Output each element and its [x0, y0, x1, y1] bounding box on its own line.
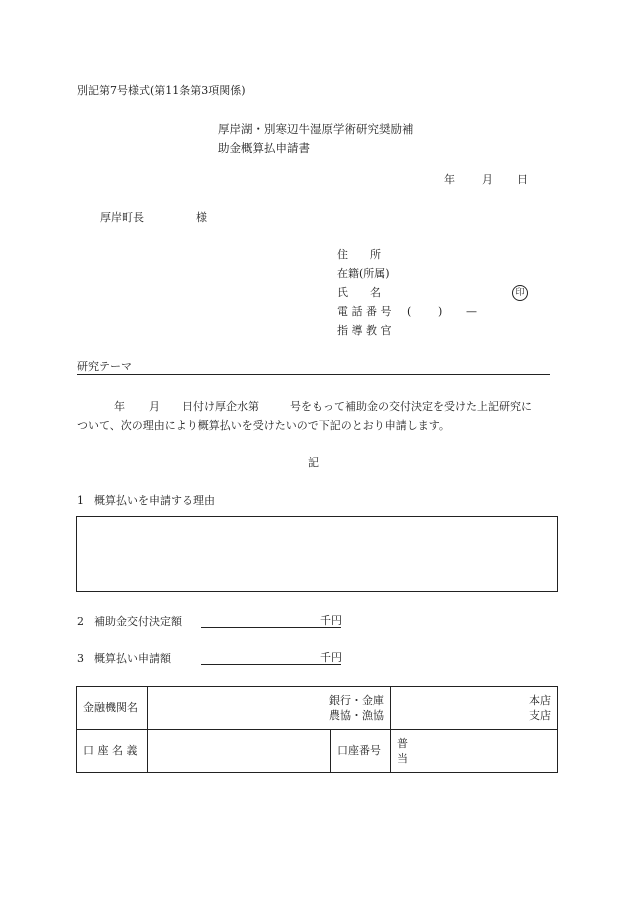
holder-label: 口 座 名 義: [77, 730, 148, 773]
applicant-affiliation-label: 在籍(所属): [337, 267, 390, 280]
branch-2: 支店: [529, 709, 551, 722]
applicant-phone-label: 電 話 番 号: [337, 305, 392, 318]
addressee-name: 厚岸町長: [100, 211, 144, 224]
phone-paren-open: (: [407, 305, 412, 318]
form-title-line2: 助金概算払申請書: [218, 141, 310, 155]
bank-row-institution: [77, 687, 558, 730]
institution-label: 金融機関名: [77, 687, 148, 730]
bank-table: [76, 686, 558, 773]
bank-row-account: [77, 730, 558, 773]
body-date-ref: 日付け厚企水第: [182, 400, 259, 413]
date-month: 月: [482, 173, 493, 186]
section1-label: 概算払いを申請する理由: [94, 494, 215, 507]
section3-unit: 千円: [320, 651, 342, 664]
applicant-address-label: 住 所: [337, 248, 381, 261]
account-type-2: 当: [397, 752, 408, 765]
bank-type-cell[interactable]: [148, 687, 391, 730]
bank-type-2: 農協・漁協: [329, 709, 384, 722]
body-line2: ついて、次の理由により概算払いを受けたいので下記のとおり申請します。: [77, 419, 450, 432]
section3-number: 3: [77, 652, 84, 665]
section2-unit: 千円: [320, 614, 342, 627]
section3-label: 概算払い申請額: [94, 652, 171, 665]
branch-1: 本店: [529, 694, 551, 707]
research-theme-line: [77, 374, 550, 375]
applicant-advisor-label: 指 導 教 官: [337, 324, 392, 337]
applicant-name-label: 氏 名: [337, 286, 381, 299]
ki-heading: 記: [308, 456, 319, 469]
addressee-honorific: 様: [196, 211, 207, 224]
body-line1-end: 号をもって補助金の交付決定を受けた上記研究に: [290, 400, 532, 413]
holder-value[interactable]: [148, 730, 331, 773]
section1-number: 1: [77, 494, 84, 507]
branch-cell[interactable]: [391, 687, 558, 730]
form-id: 別記第7号様式(第11条第3項関係): [77, 84, 246, 97]
section2-number: 2: [77, 615, 84, 628]
form-title: [218, 120, 414, 158]
research-theme-label: 研究テーマ: [77, 360, 132, 373]
date-day: 日: [517, 173, 528, 186]
seal-mark: 印: [512, 285, 528, 301]
account-number-cell[interactable]: [391, 730, 558, 773]
bank-type-1: 銀行・金庫: [329, 694, 384, 707]
reason-box[interactable]: [76, 516, 558, 592]
account-type-1: 普: [397, 737, 408, 750]
form-title-line1: 厚岸湖・別寒辺牛湿原学術研究奨励補: [218, 122, 414, 136]
section2-label: 補助金交付決定額: [94, 615, 182, 628]
body-month: 月: [149, 400, 160, 413]
phone-paren-close: ): [438, 305, 443, 318]
account-number-label: 口座番号: [331, 730, 391, 773]
body-year: 年: [114, 400, 125, 413]
phone-dash: —: [466, 305, 477, 318]
date-year: 年: [444, 173, 455, 186]
